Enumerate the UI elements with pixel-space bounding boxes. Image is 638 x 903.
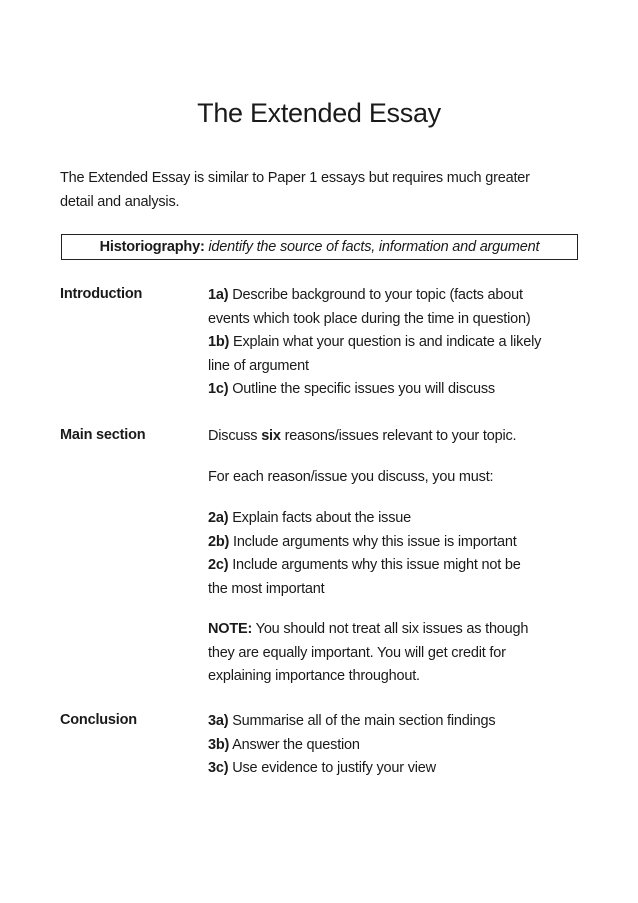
list-item: 1b) Explain what your question is and indicate a likely — [208, 334, 542, 350]
list-item: 1c) Outline the specific issues you will discuss — [208, 381, 495, 397]
historiography-text: identify the source of facts, information and argument — [204, 239, 540, 255]
main-section-for-each: For each reason/issue you discuss, you must: — [208, 469, 494, 485]
page-title: The Extended Essay — [197, 98, 441, 128]
historiography-label: Historiography: — [99, 239, 205, 255]
list-item-continuation: line of argument — [208, 357, 309, 374]
list-item: 2c) Include arguments why this issue might not be — [208, 557, 521, 573]
list-item-continuation: events which took place during the time in question) — [208, 310, 531, 327]
intro-line: The Extended Essay is similar to Paper 1 essays but requires much greater — [60, 170, 530, 186]
intro-line: detail and analysis. — [60, 194, 180, 210]
conclusion-content — [208, 710, 588, 781]
list-item: 1a) Describe background to your topic (facts about — [208, 287, 523, 303]
main-section-items — [208, 507, 588, 601]
list-item: 3c) Use evidence to justify your view — [208, 760, 436, 776]
intro-paragraph — [60, 166, 580, 214]
note-label: NOTE: — [208, 621, 253, 637]
main-section-discuss: Discuss six reasons/issues relevant to your topic. — [208, 428, 517, 444]
list-item: 2b) Include arguments why this issue is important — [208, 533, 517, 550]
list-item-continuation: the most important — [208, 580, 325, 597]
main-section-note: NOTE: You should not treat all six issues as though they are equally important. You will get credit for explaining importance throughout. — [208, 621, 529, 684]
introduction-label: Introduction — [60, 286, 143, 302]
main-section-label: Main section — [60, 427, 146, 443]
conclusion-label: Conclusion — [60, 712, 137, 728]
introduction-content — [208, 284, 588, 402]
list-item: 3a) Summarise all of the main section findings — [208, 713, 496, 729]
list-item: 2a) Explain facts about the issue — [208, 510, 411, 526]
list-item: 3b) Answer the question — [208, 736, 360, 753]
historiography-box — [61, 234, 578, 260]
